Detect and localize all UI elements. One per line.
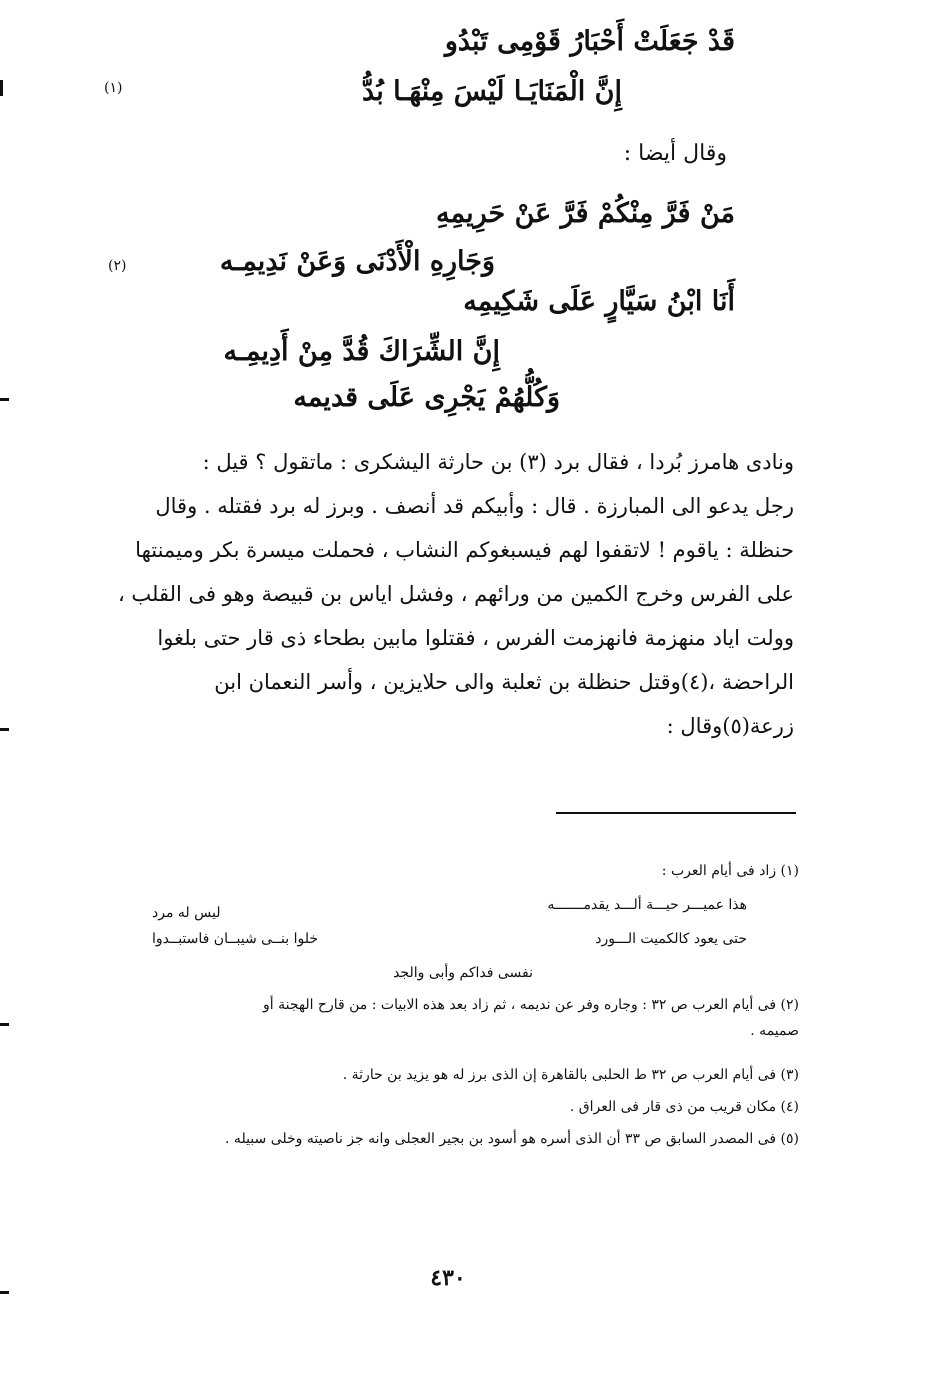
margin-mark — [0, 398, 9, 401]
verse-line: وَكُلُّهُمْ يَجْرِى عَلَى قديمه — [293, 382, 560, 413]
paragraph-line: ونادى هامرز بُردا ، فقال برد (٣) بن حارثة اليشكرى : ماتقول ؟ قيل : — [202, 450, 794, 474]
body-paragraph — [86, 440, 794, 748]
footnote-1: (١) زاد فى أيام العرب : — [661, 863, 799, 879]
paragraph-line: الراحضة ،(٤)وقتل حنظلة بن ثعلبة والى حلايزين ، وأسر النعمان ابن — [214, 670, 794, 694]
margin-mark — [0, 80, 3, 96]
paragraph-line: زرعة(٥)وقال : — [666, 714, 794, 738]
footnote-verse: حتى يعود كالكميت الـــورد — [595, 931, 747, 947]
verse-line — [362, 72, 622, 112]
verse-line: قَدْ جَعَلَتْ أَحْبَارُ قَوْمِى تَبْدُو — [444, 26, 735, 57]
verse-line: مَنْ فَرَّ مِنْكُمْ فَرَّ عَنْ حَرِيمِهِ — [436, 198, 735, 229]
intro-text: وقال أيضا : — [623, 141, 727, 166]
verse-line: إِنَّ الشِّرَاكَ قُدَّ مِنْ أَدِيمِـه — [223, 336, 500, 367]
margin-mark — [0, 728, 9, 731]
margin-mark — [0, 1023, 9, 1026]
footnote-verse: خلوا بنــى شيبــان فاستبــدوا — [152, 931, 319, 947]
verse-text: إِنَّ الْمَنَايَـا لَيْسَ مِنْهَـا بُدُّ — [362, 76, 622, 107]
footnote-5: (٥) فى المصدر السابق ص ٣٣ أن الذى أسره هو أسود بن بجير العجلى وانه جز ناصيته وخلى سبيله . — [225, 1131, 799, 1147]
verse-line: أَنَا ابْنُ سَيَّارٍ عَلَى شَكِيمِه — [463, 286, 735, 317]
footnote-verse: هذا عميـــر حيـــة ألـــد يقدمـــــــه — [547, 897, 747, 913]
footnote-4: (٤) مكان قريب من ذى قار فى العراق . — [569, 1099, 799, 1115]
footnote-3: (٣) فى أيام العرب ص ٣٢ ط الحلبى بالقاهرة إن الذى برز له هو يزيد بن حارثة . — [342, 1067, 799, 1083]
footnote-marker: (١) — [104, 80, 123, 96]
paragraph-line: على الفرس وخرج الكمين من ورائهم ، وفشل اياس بن قبيصة وهو فى القلب ، — [117, 582, 794, 606]
paragraph-line: رجل يدعو الى المبارزة . قال : وأبيكم قد أنصف . وبرز له برد فقتله . وقال — [155, 494, 794, 518]
paragraph-line: وولت اياد منهزمة فانهزمت الفرس ، فقتلوا مابين بطحاء ذى قار حتى بلغوا — [157, 626, 794, 650]
footnote-2: (٢) فى أيام العرب ص ٣٢ : وجاره وفر عن نديمه ، ثم زاد بعد هذه الابيات : من قارح الهجنة أو — [263, 997, 799, 1013]
footnote-verse: ليس له مرد — [152, 905, 221, 921]
footnote-2-cont: صميمه . — [750, 1023, 799, 1039]
footnote-verse: نفسى فداكم وأبى والجد — [393, 965, 533, 981]
paragraph-line: حنظلة : ياقوم ! لاتقفوا لهم فيسبغوكم النشاب ، فحملت ميسرة بكر وميمنتها — [135, 538, 794, 562]
footnote-marker: (٢) — [108, 258, 127, 274]
footnote-rule — [556, 812, 796, 814]
verse-line: وَجَارِهِ الْأَدْنَى وَعَنْ نَدِيمِـه — [219, 246, 495, 277]
page-number: ٤٣٠ — [430, 1265, 466, 1291]
margin-mark — [0, 1291, 9, 1294]
